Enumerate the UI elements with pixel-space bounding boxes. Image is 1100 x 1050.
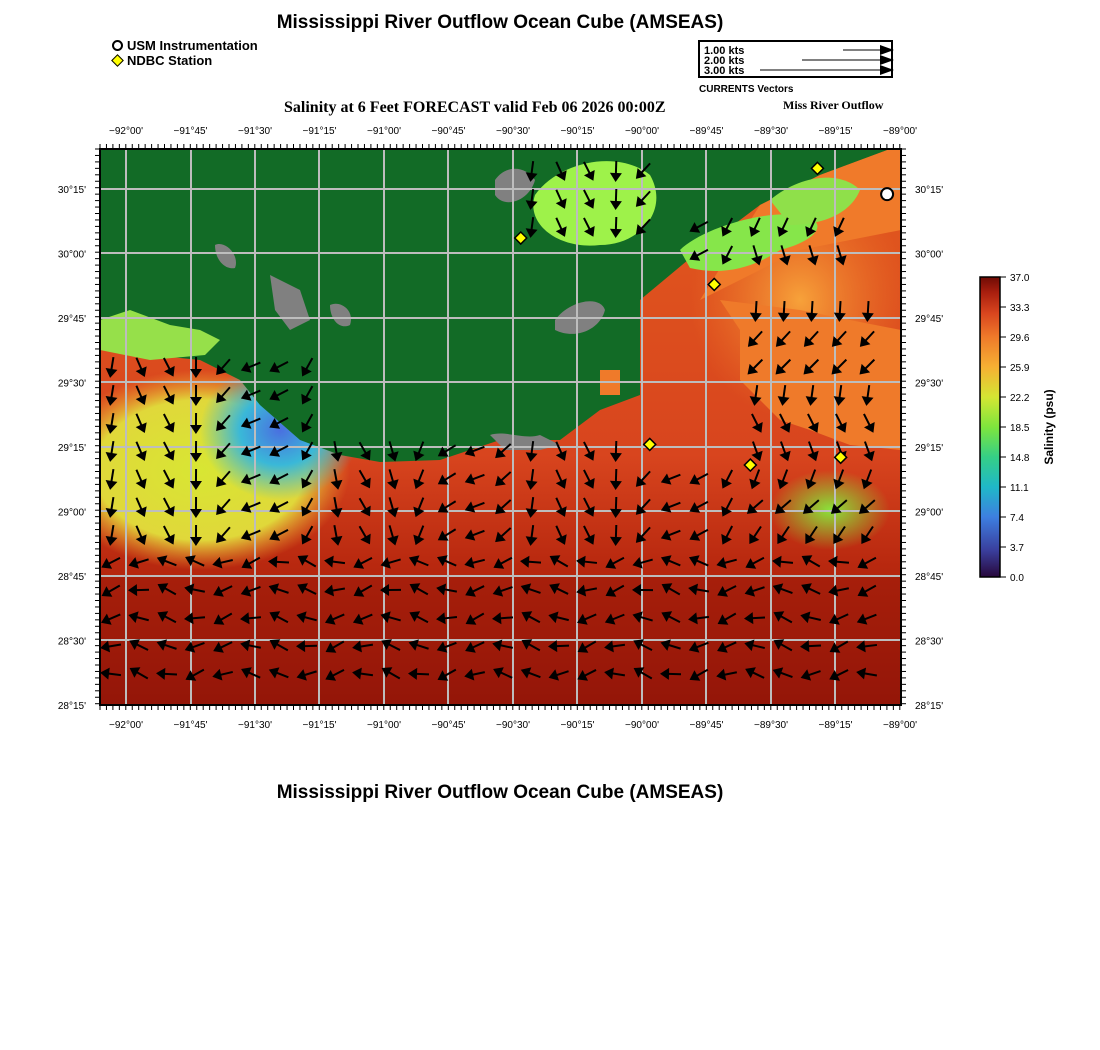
colorbar-label: Salinity (psu) xyxy=(1042,389,1056,465)
lat-tick-label: 28°15' xyxy=(915,701,944,712)
lat-tick-label: 29°45' xyxy=(57,314,86,325)
lon-tick-label: −90°15' xyxy=(560,126,595,137)
colorbar-bar xyxy=(980,277,1000,577)
colorbar-tick-label: 37.0 xyxy=(1010,273,1030,284)
region-label: Miss River Outflow xyxy=(783,98,884,112)
lon-tick-label: −91°00' xyxy=(367,126,401,137)
lon-tick-label: −91°00' xyxy=(367,720,401,731)
lon-tick-label: −90°45' xyxy=(431,720,466,731)
usm-station-marker xyxy=(881,188,893,200)
vectors-caption: CURRENTS Vectors xyxy=(699,84,794,95)
lon-tick-label: −89°45' xyxy=(689,720,724,731)
bottom-title: Mississippi River Outflow Ocean Cube (AMSEAS) xyxy=(276,782,724,803)
colorbar-tick-label: 33.3 xyxy=(1010,303,1030,314)
lon-tick-label: −89°30' xyxy=(754,126,788,137)
colorbar-tick-label: 3.7 xyxy=(1010,543,1024,554)
lat-tick-label: 29°30' xyxy=(57,378,86,390)
lat-tick-label: 30°00' xyxy=(915,249,944,261)
lon-tick-label: −90°30' xyxy=(496,126,530,137)
lon-tick-label: −90°30' xyxy=(496,720,530,731)
lat-tick-label: 29°45' xyxy=(915,314,944,325)
lon-tick-label: −92°00' xyxy=(109,720,143,731)
lon-tick-label: −89°15' xyxy=(818,126,853,137)
lon-tick-label: −91°30' xyxy=(238,126,272,137)
lon-tick-label: −89°00' xyxy=(883,126,917,137)
colorbar-tick-label: 11.1 xyxy=(1010,483,1029,494)
lon-tick-label: −89°15' xyxy=(818,720,853,731)
lon-tick-label: −91°45' xyxy=(173,720,208,731)
colorbar-tick-label: 22.2 xyxy=(1010,393,1030,404)
vector-scale-3: 3.00 kts xyxy=(704,65,745,77)
vector-scale-2: 2.00 kts xyxy=(704,55,745,67)
lat-tick-label: 29°15' xyxy=(915,443,944,454)
colorbar-tick-label: 7.4 xyxy=(1010,513,1024,524)
lat-tick-label: 28°30' xyxy=(57,636,86,648)
map-subtitle: Salinity at 6 Feet FORECAST valid Feb 06 2026 00:00Z xyxy=(284,99,666,116)
colorbar-tick-label: 25.9 xyxy=(1010,363,1030,374)
lat-tick-label: 30°15' xyxy=(57,185,86,196)
lon-tick-label: −91°15' xyxy=(302,126,337,137)
colorbar-tick-label: 14.8 xyxy=(1010,453,1030,464)
lon-tick-label: −90°45' xyxy=(431,126,466,137)
map-title: Mississippi River Outflow Ocean Cube (AMSEAS) xyxy=(276,12,724,33)
colorbar-tick-label: 0.0 xyxy=(1010,573,1024,584)
colorbar-tick-label: 29.6 xyxy=(1010,333,1030,344)
lat-tick-label: 29°00' xyxy=(915,507,944,519)
lon-tick-label: −91°30' xyxy=(238,720,272,731)
legend-usm-label: USM Instrumentation xyxy=(127,38,258,53)
lat-tick-label: 28°15' xyxy=(57,701,86,712)
lat-tick-label: 28°30' xyxy=(915,636,944,648)
lon-tick-label: −90°15' xyxy=(560,720,595,731)
lon-tick-label: −89°30' xyxy=(754,720,788,731)
colorbar-tick-label: 18.5 xyxy=(1010,423,1030,434)
lon-tick-label: −91°15' xyxy=(302,720,337,731)
salinity-colorbar xyxy=(960,270,1080,590)
vector-scale-1: 1.00 kts xyxy=(704,45,745,57)
lon-tick-label: −91°45' xyxy=(173,126,208,137)
legend-ndbc-label: NDBC Station xyxy=(127,53,213,68)
lon-tick-label: −89°00' xyxy=(883,720,917,731)
lat-tick-label: 30°15' xyxy=(915,185,944,196)
lat-tick-label: 28°45' xyxy=(915,572,944,583)
lon-tick-label: −89°45' xyxy=(689,126,724,137)
lon-tick-label: −90°00' xyxy=(625,126,659,137)
lat-tick-label: 29°00' xyxy=(57,507,86,519)
lon-tick-label: −92°00' xyxy=(109,126,143,137)
lat-tick-label: 29°15' xyxy=(57,443,86,454)
lat-tick-label: 28°45' xyxy=(57,572,86,583)
lat-tick-label: 29°30' xyxy=(915,378,944,390)
lat-tick-label: 30°00' xyxy=(57,249,86,261)
lon-tick-label: −90°00' xyxy=(625,720,659,731)
